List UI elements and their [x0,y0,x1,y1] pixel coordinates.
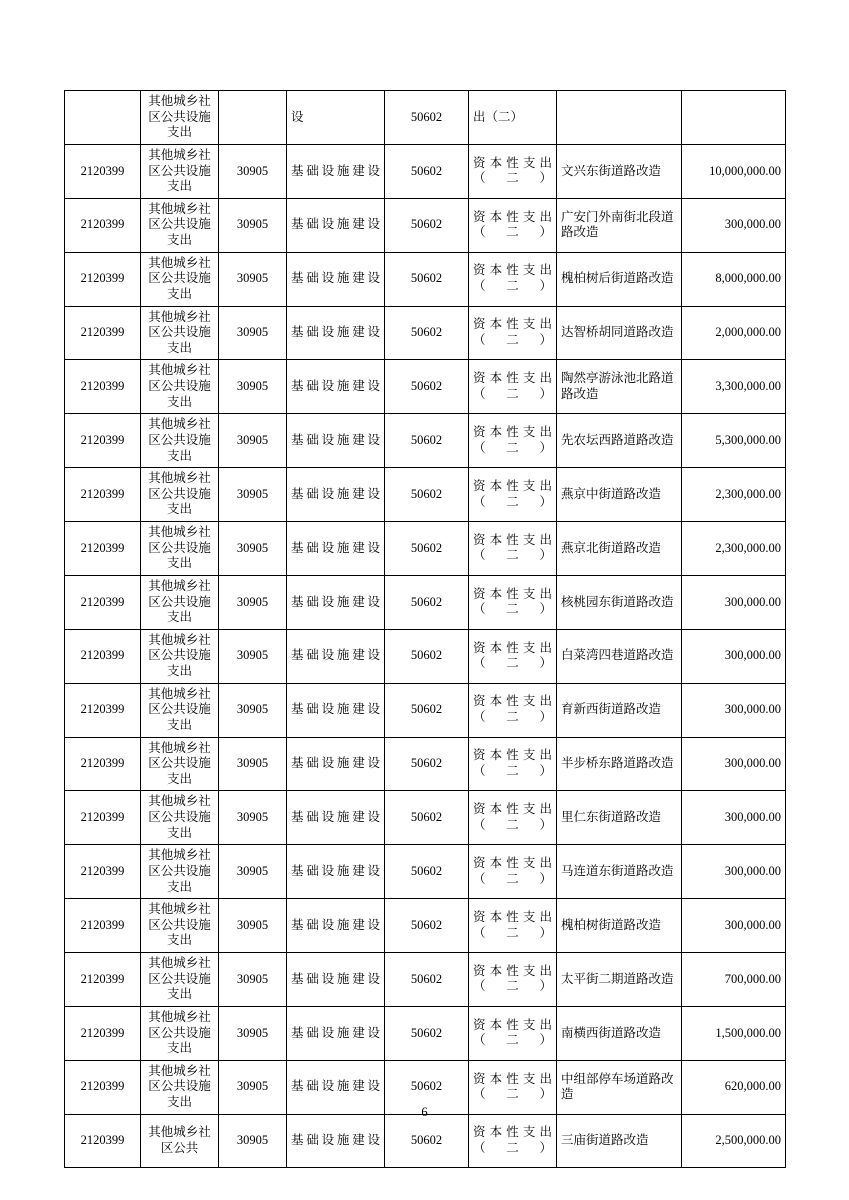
cell-functional-code: 2120399 [65,575,141,629]
cell-functional-name: 其他城乡社区公共设施支出 [141,1006,219,1060]
cell-functional-name: 其他城乡社区公共设施支出 [141,91,219,145]
cell-functional-code: 2120399 [65,360,141,414]
cell-functional-name: 其他城乡社区公共设施支出 [141,953,219,1007]
cell-project-code: 30905 [219,306,287,360]
cell-project-code: 30905 [219,252,287,306]
cell-economic-code: 50602 [385,306,469,360]
table-row [65,306,786,360]
cell-amount: 2,300,000.00 [682,468,786,522]
cell-item-name: 文兴东街道路改造 [557,144,682,198]
cell-project-code: 30905 [219,845,287,899]
table-row [65,198,786,252]
cell-functional-name: 其他城乡社区公共设施支出 [141,144,219,198]
cell-project-name: 设 [287,91,385,145]
cell-amount: 2,300,000.00 [682,522,786,576]
cell-project-name: 基础设施建设 [287,1114,385,1167]
cell-item-name: 育新西街道路改造 [557,683,682,737]
cell-item-name: 白菜湾四巷道路改造 [557,629,682,683]
cell-functional-name: 其他城乡社区公共设施支出 [141,198,219,252]
cell-item-name: 燕京北街道路改造 [557,522,682,576]
budget-table [64,90,786,1168]
cell-economic-code: 50602 [385,522,469,576]
cell-economic-code: 50602 [385,91,469,145]
cell-amount: 3,300,000.00 [682,360,786,414]
cell-functional-code: 2120399 [65,899,141,953]
cell-project-name: 基础设施建设 [287,683,385,737]
cell-amount: 300,000.00 [682,629,786,683]
cell-economic-code: 50602 [385,414,469,468]
table-row [65,953,786,1007]
cell-project-name: 基础设施建设 [287,1060,385,1114]
table-row [65,737,786,791]
cell-functional-name: 其他城乡社区公共设施支出 [141,791,219,845]
cell-item-name: 燕京中街道路改造 [557,468,682,522]
cell-project-name: 基础设施建设 [287,1006,385,1060]
cell-economic-code: 50602 [385,575,469,629]
table-row [65,144,786,198]
table-row [65,414,786,468]
cell-economic-name: 资本性支出（二） [469,575,557,629]
cell-amount: 5,300,000.00 [682,414,786,468]
cell-economic-code: 50602 [385,1006,469,1060]
cell-project-name: 基础设施建设 [287,899,385,953]
cell-economic-name: 资本性支出（二） [469,683,557,737]
cell-functional-name: 其他城乡社区公共设施支出 [141,360,219,414]
cell-functional-name: 其他城乡社区公共设施支出 [141,629,219,683]
cell-economic-code: 50602 [385,1060,469,1114]
cell-economic-name: 资本性支出（二） [469,791,557,845]
cell-amount [682,91,786,145]
cell-project-name: 基础设施建设 [287,737,385,791]
cell-economic-name: 资本性支出（二） [469,1060,557,1114]
cell-functional-code: 2120399 [65,522,141,576]
cell-project-code [219,91,287,145]
cell-project-name: 基础设施建设 [287,629,385,683]
cell-amount: 1,500,000.00 [682,1006,786,1060]
cell-project-code: 30905 [219,899,287,953]
cell-economic-name: 资本性支出（二） [469,144,557,198]
cell-economic-code: 50602 [385,791,469,845]
cell-functional-name: 其他城乡社区公共设施支出 [141,522,219,576]
cell-project-name: 基础设施建设 [287,522,385,576]
cell-economic-name: 资本性支出（二） [469,899,557,953]
cell-economic-name: 出（二） [469,91,557,145]
cell-project-name: 基础设施建设 [287,198,385,252]
cell-project-code: 30905 [219,1060,287,1114]
cell-item-name [557,91,682,145]
cell-economic-code: 50602 [385,468,469,522]
cell-economic-name: 资本性支出（二） [469,198,557,252]
cell-functional-name: 其他城乡社区公共设施支出 [141,306,219,360]
page-number: 6 [421,1105,428,1119]
cell-functional-code: 2120399 [65,791,141,845]
table-row [65,1006,786,1060]
cell-economic-code: 50602 [385,683,469,737]
budget-table-body [65,91,786,1168]
cell-project-name: 基础设施建设 [287,845,385,899]
cell-functional-name: 其他城乡社区公共设施支出 [141,899,219,953]
cell-item-name: 太平街二期道路改造 [557,953,682,1007]
cell-economic-code: 50602 [385,360,469,414]
cell-amount: 700,000.00 [682,953,786,1007]
table-row [65,899,786,953]
cell-functional-code: 2120399 [65,252,141,306]
cell-economic-name: 资本性支出（二） [469,468,557,522]
table-row [65,1114,786,1167]
table-row [65,252,786,306]
cell-amount: 8,000,000.00 [682,252,786,306]
cell-economic-name: 资本性支出（二） [469,306,557,360]
cell-amount: 2,500,000.00 [682,1114,786,1167]
cell-project-code: 30905 [219,360,287,414]
cell-amount: 620,000.00 [682,1060,786,1114]
cell-project-code: 30905 [219,1006,287,1060]
cell-functional-code [65,91,141,145]
cell-amount: 300,000.00 [682,899,786,953]
cell-amount: 300,000.00 [682,683,786,737]
cell-item-name: 陶然亭游泳池北路道路改造 [557,360,682,414]
cell-project-name: 基础设施建设 [287,575,385,629]
cell-functional-name: 其他城乡社区公共设施支出 [141,1060,219,1114]
cell-item-name: 达智桥胡同道路改造 [557,306,682,360]
cell-functional-name: 其他城乡社区公共设施支出 [141,737,219,791]
cell-project-name: 基础设施建设 [287,414,385,468]
cell-economic-name: 资本性支出（二） [469,1006,557,1060]
cell-item-name: 先农坛西路道路改造 [557,414,682,468]
cell-economic-code: 50602 [385,845,469,899]
table-row [65,91,786,145]
cell-functional-code: 2120399 [65,1006,141,1060]
cell-amount: 300,000.00 [682,845,786,899]
cell-project-name: 基础设施建设 [287,306,385,360]
cell-economic-name: 资本性支出（二） [469,252,557,306]
cell-project-code: 30905 [219,737,287,791]
cell-project-code: 30905 [219,953,287,1007]
cell-item-name: 槐柏树街道路改造 [557,899,682,953]
cell-amount: 10,000,000.00 [682,144,786,198]
cell-functional-code: 2120399 [65,737,141,791]
cell-amount: 300,000.00 [682,791,786,845]
cell-economic-code: 50602 [385,198,469,252]
cell-project-code: 30905 [219,522,287,576]
cell-project-code: 30905 [219,198,287,252]
cell-functional-name: 其他城乡社区公共设施支出 [141,252,219,306]
cell-economic-code: 50602 [385,144,469,198]
cell-economic-code: 50602 [385,629,469,683]
cell-project-name: 基础设施建设 [287,953,385,1007]
cell-amount: 300,000.00 [682,575,786,629]
cell-economic-code: 50602 [385,252,469,306]
cell-project-code: 30905 [219,629,287,683]
cell-functional-code: 2120399 [65,629,141,683]
table-row [65,791,786,845]
cell-item-name: 三庙街道路改造 [557,1114,682,1167]
cell-functional-code: 2120399 [65,953,141,1007]
cell-item-name: 里仁东街道路改造 [557,791,682,845]
table-row [65,629,786,683]
table-row [65,522,786,576]
cell-item-name: 中组部停车场道路改造 [557,1060,682,1114]
cell-functional-name: 其他城乡社区公共设施支出 [141,845,219,899]
cell-functional-code: 2120399 [65,414,141,468]
cell-item-name: 马连道东街道路改造 [557,845,682,899]
cell-amount: 300,000.00 [682,737,786,791]
cell-project-name: 基础设施建设 [287,360,385,414]
cell-functional-code: 2120399 [65,1114,141,1167]
cell-functional-name: 其他城乡社区公共设施支出 [141,575,219,629]
cell-item-name: 南横西街道路改造 [557,1006,682,1060]
cell-economic-code: 50602 [385,953,469,1007]
cell-economic-name: 资本性支出（二） [469,953,557,1007]
cell-item-name: 槐柏树后街道路改造 [557,252,682,306]
cell-project-name: 基础设施建设 [287,144,385,198]
cell-economic-name: 资本性支出（二） [469,522,557,576]
table-row [65,468,786,522]
cell-project-name: 基础设施建设 [287,468,385,522]
cell-economic-name: 资本性支出（二） [469,414,557,468]
cell-functional-name: 其他城乡社区公共设施支出 [141,414,219,468]
cell-functional-code: 2120399 [65,683,141,737]
cell-functional-name: 其他城乡社区公共设施支出 [141,683,219,737]
cell-economic-name: 资本性支出（二） [469,1114,557,1167]
cell-project-code: 30905 [219,575,287,629]
cell-project-name: 基础设施建设 [287,791,385,845]
table-row [65,575,786,629]
cell-functional-code: 2120399 [65,468,141,522]
cell-economic-code: 50602 [385,899,469,953]
cell-functional-code: 2120399 [65,198,141,252]
cell-functional-name: 其他城乡社区公共设施支出 [141,468,219,522]
cell-project-code: 30905 [219,468,287,522]
cell-project-code: 30905 [219,414,287,468]
cell-project-code: 30905 [219,791,287,845]
cell-functional-code: 2120399 [65,306,141,360]
cell-functional-name: 其他城乡社区公共 [141,1114,219,1167]
table-row [65,845,786,899]
cell-economic-name: 资本性支出（二） [469,737,557,791]
cell-economic-code: 50602 [385,737,469,791]
cell-project-name: 基础设施建设 [287,252,385,306]
cell-economic-name: 资本性支出（二） [469,360,557,414]
cell-functional-code: 2120399 [65,144,141,198]
cell-functional-code: 2120399 [65,845,141,899]
cell-item-name: 核桃园东街道路改造 [557,575,682,629]
cell-item-name: 广安门外南街北段道路改造 [557,198,682,252]
cell-amount: 2,000,000.00 [682,306,786,360]
budget-table-container [64,90,785,1168]
cell-functional-code: 2120399 [65,1060,141,1114]
cell-economic-code: 50602 [385,1114,469,1167]
cell-amount: 300,000.00 [682,198,786,252]
cell-item-name: 半步桥东路道路改造 [557,737,682,791]
table-row [65,683,786,737]
cell-project-code: 30905 [219,683,287,737]
cell-economic-name: 资本性支出（二） [469,629,557,683]
table-row [65,360,786,414]
cell-project-code: 30905 [219,144,287,198]
cell-economic-name: 资本性支出（二） [469,845,557,899]
cell-project-code: 30905 [219,1114,287,1167]
